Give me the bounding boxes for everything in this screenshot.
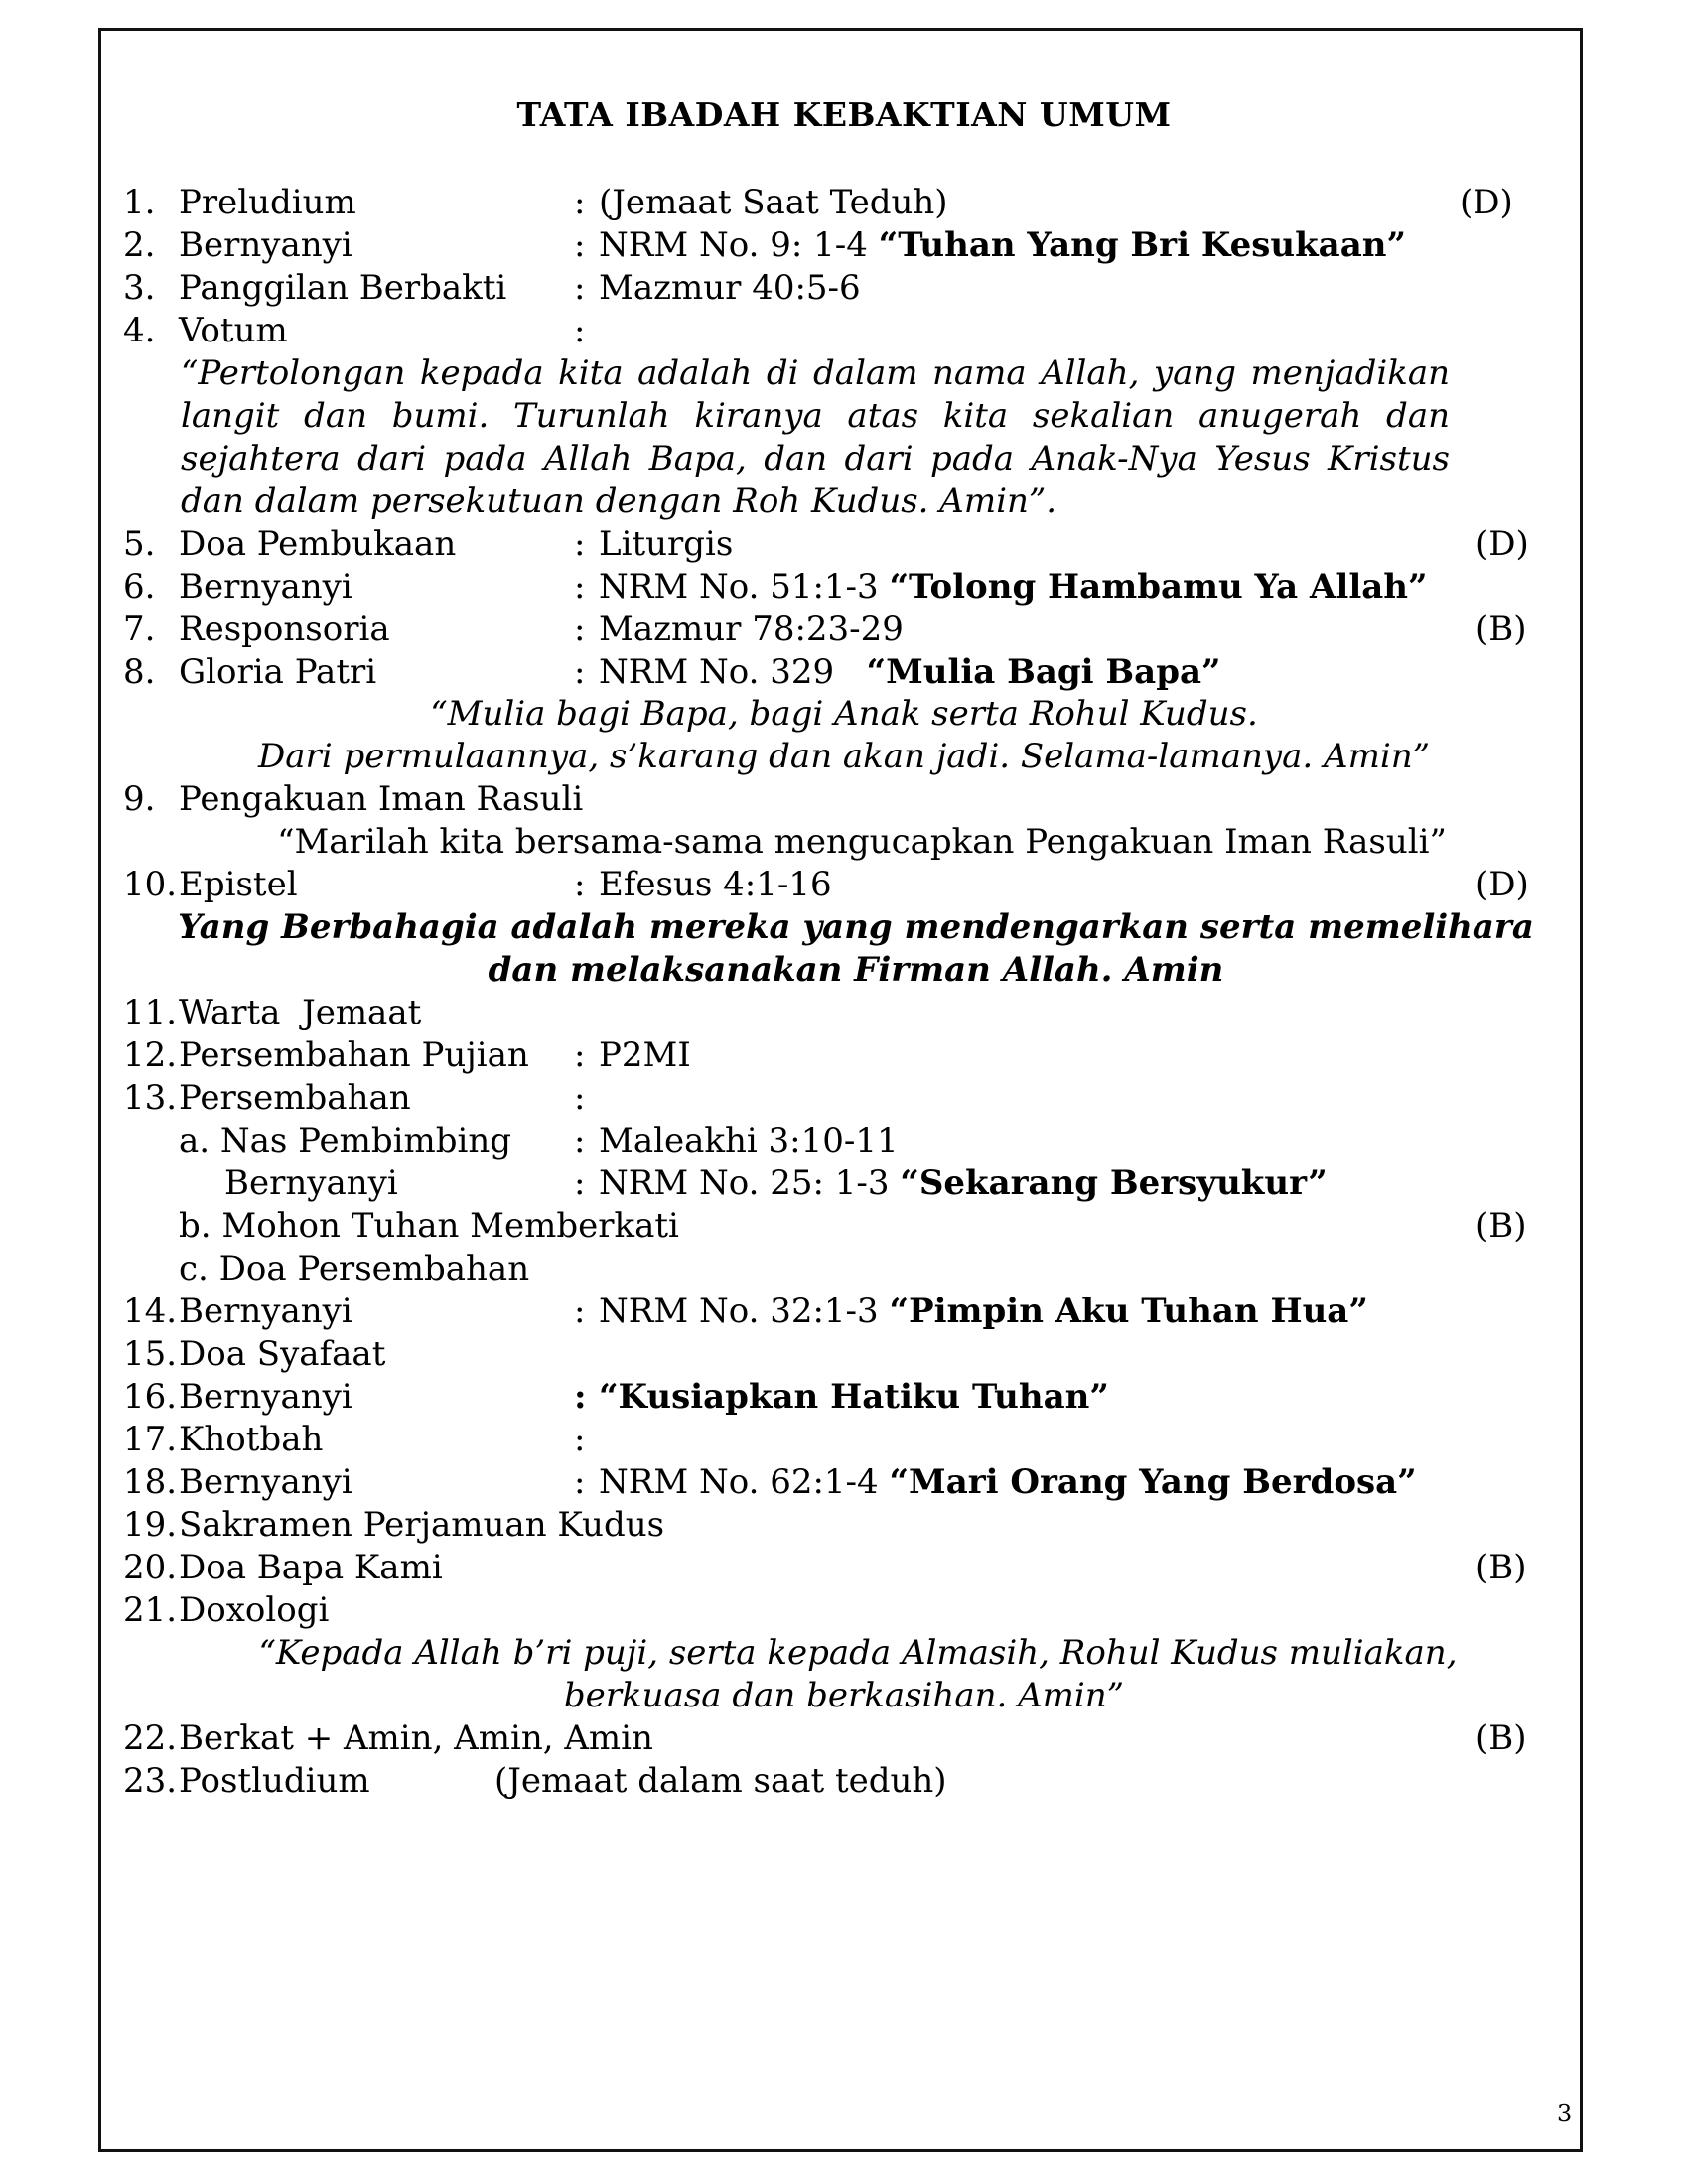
- item-colon: :: [574, 610, 586, 649]
- song-title: “Sekarang Bersyukur”: [900, 1163, 1328, 1203]
- song-title: “Mulia Bagi Bapa”: [866, 652, 1221, 692]
- votum-line: “Pertolongan kepada kita adalah di dalam nama Allah, yang menjadikan: [181, 353, 1450, 393]
- item-label: Persembahan: [179, 1078, 411, 1118]
- item-label: Preludium: [179, 183, 356, 222]
- list-item: [0, 651, 1688, 693]
- votum-text: [181, 352, 1450, 523]
- list-item: [0, 1333, 1688, 1375]
- item-number: 3.: [123, 268, 156, 308]
- item-label: Doxologi: [179, 1590, 330, 1630]
- item-colon: :: [574, 1377, 587, 1417]
- item-value: (Jemaat Saat Teduh): [599, 183, 948, 222]
- item-number: 22.: [123, 1718, 178, 1758]
- item-label: Khotbah: [179, 1420, 324, 1459]
- item-colon: :: [574, 225, 586, 265]
- list-item: [0, 992, 1688, 1033]
- item-value: [599, 224, 1406, 266]
- item-label: Bernyanyi: [179, 225, 352, 265]
- item-number: 17.: [123, 1420, 178, 1459]
- song-title: “Tolong Hambamu Ya Allah”: [889, 567, 1428, 607]
- item-colon: :: [574, 1292, 586, 1331]
- sub-item: [0, 1120, 1688, 1161]
- item-value: [599, 566, 1428, 608]
- list-item: [0, 523, 1688, 565]
- item-colon: :: [574, 1462, 586, 1502]
- sub-item: [0, 1248, 1688, 1290]
- item-colon: :: [574, 183, 586, 222]
- list-item: [0, 864, 1688, 905]
- item-tag: (B): [1476, 610, 1527, 649]
- item-colon: :: [574, 567, 586, 607]
- item-label: Bernyanyi: [179, 1462, 352, 1502]
- list-item: [0, 1291, 1688, 1332]
- epistel-response: Yang Berbahagia adalah mereka yang mendengarkan serta memelihara: [178, 907, 1534, 947]
- item-colon: :: [574, 652, 586, 692]
- item-colon: :: [574, 1121, 586, 1160]
- list-item: [0, 1717, 1688, 1759]
- sub-item-label: a. Nas Pembimbing: [179, 1121, 512, 1160]
- list-item: [0, 182, 1688, 223]
- list-item: [0, 1547, 1688, 1588]
- item-number: 5.: [123, 524, 156, 564]
- item-label: Bernyanyi: [179, 1377, 352, 1417]
- item-value: Mazmur 40:5-6: [599, 268, 861, 308]
- epistel-response: dan melaksanakan Firman Allah. Amin: [488, 950, 1224, 990]
- item-value: Mazmur 78:23-29: [599, 610, 904, 649]
- item-colon: :: [574, 1420, 586, 1459]
- item-number: 12.: [123, 1035, 178, 1075]
- item-number: 13.: [123, 1078, 178, 1118]
- item-value: [599, 1291, 1368, 1332]
- item-number: 21.: [123, 1590, 178, 1630]
- item-colon: :: [574, 268, 586, 308]
- item-number: 16.: [123, 1377, 178, 1417]
- item-value-text: NRM No. 62:1-4: [599, 1462, 890, 1502]
- item-label: Postludium: [179, 1761, 370, 1801]
- gloria-line: Dari permulaannya, s’karang dan akan jadi. Selama-lamanya. Amin”: [258, 737, 1430, 776]
- sub-item-label: Bernyanyi: [224, 1163, 398, 1203]
- list-item: [0, 566, 1688, 608]
- sub-item: [0, 1205, 1688, 1247]
- item-number: 20.: [123, 1548, 178, 1587]
- list-item: [0, 1461, 1688, 1503]
- list-item: [0, 1589, 1688, 1631]
- item-value-text: NRM No. 51:1-3: [599, 567, 890, 607]
- item-label: Sakramen Perjamuan Kudus: [179, 1505, 665, 1545]
- item-value-text: NRM No. 9: 1-4: [599, 225, 879, 265]
- item-number: 9.: [123, 779, 156, 819]
- gloria-line: “Mulia bagi Bapa, bagi Anak serta Rohul Kudus.: [430, 694, 1258, 734]
- song-title: “Tuhan Yang Bri Kesukaan”: [878, 225, 1407, 265]
- item-value: [599, 1162, 1328, 1204]
- pengakuan-text: “Marilah kita bersama-sama mengucapkan Pengakuan Iman Rasuli”: [277, 822, 1447, 862]
- item-number: 15.: [123, 1334, 178, 1374]
- list-item: [0, 1419, 1688, 1460]
- list-item: [0, 224, 1688, 266]
- item-label: Doa Syafaat: [179, 1334, 386, 1374]
- list-item: [0, 267, 1688, 309]
- item-value: [599, 1461, 1417, 1503]
- item-number: 23.: [123, 1761, 178, 1801]
- sub-item-label: c. Doa Persembahan: [179, 1249, 530, 1289]
- item-number: 18.: [123, 1462, 178, 1502]
- song-title: “Mari Orang Yang Berdosa”: [889, 1462, 1417, 1502]
- item-label: Responsoria: [179, 610, 390, 649]
- item-value-text: NRM No. 25: 1-3: [599, 1163, 901, 1203]
- item-number: 1.: [123, 183, 156, 222]
- item-label: Gloria Patri: [179, 652, 377, 692]
- item-tag: (B): [1476, 1548, 1527, 1587]
- item-number: 8.: [123, 652, 156, 692]
- votum-line: dan dalam persekutuan dengan Roh Kudus. Amin”.: [181, 481, 1057, 521]
- item-label: Doa Pembukaan: [179, 524, 457, 564]
- item-colon: :: [574, 1163, 586, 1203]
- item-value-text: NRM No. 32:1-3: [599, 1292, 890, 1331]
- item-number: 6.: [123, 567, 156, 607]
- item-label: Bernyanyi: [179, 1292, 352, 1331]
- item-tag: (B): [1476, 1206, 1527, 1246]
- sub-item-label: b. Mohon Tuhan Memberkati: [179, 1206, 679, 1246]
- list-item: [0, 778, 1688, 820]
- list-item: [0, 609, 1688, 650]
- item-label: Berkat + Amin, Amin, Amin: [179, 1718, 653, 1758]
- doxologi-line: “Kepada Allah b’ri puji, serta kepada Almasih, Rohul Kudus muliakan,: [258, 1633, 1458, 1673]
- item-tag: (D): [1476, 865, 1529, 904]
- song-title: “Pimpin Aku Tuhan Hua”: [889, 1292, 1368, 1331]
- list-item: [0, 1034, 1688, 1076]
- item-value: [599, 651, 1221, 693]
- item-label: Doa Bapa Kami: [179, 1548, 443, 1587]
- song-title: “Kusiapkan Hatiku Tuhan”: [599, 1377, 1109, 1417]
- item-label: Pengakuan Iman Rasuli: [179, 779, 584, 819]
- item-number: 7.: [123, 610, 156, 649]
- item-label: Persembahan Pujian: [179, 1035, 529, 1075]
- list-item: [0, 1077, 1688, 1119]
- doxologi-line: berkuasa dan berkasihan. Amin”: [563, 1676, 1125, 1715]
- item-number: 14.: [123, 1292, 178, 1331]
- item-value: (Jemaat dalam saat teduh): [494, 1761, 947, 1801]
- item-number: 2.: [123, 225, 156, 265]
- page-title: TATA IBADAH KEBAKTIAN UMUM: [516, 95, 1172, 134]
- item-number: 10.: [123, 865, 178, 904]
- item-number: 19.: [123, 1505, 178, 1545]
- list-item: [0, 1376, 1688, 1418]
- item-value: Maleakhi 3:10-11: [599, 1121, 899, 1160]
- item-label: Panggilan Berbakti: [179, 268, 507, 308]
- item-tag: (D): [1460, 183, 1513, 222]
- item-label: Votum: [179, 311, 288, 350]
- item-colon: :: [574, 1078, 586, 1118]
- item-colon: :: [574, 865, 586, 904]
- item-label: Epistel: [179, 865, 298, 904]
- item-value: P2MI: [599, 1035, 691, 1075]
- list-item: [0, 1760, 1688, 1802]
- votum-line: sejahtera dari pada Allah Bapa, dan dari pada Anak-Nya Yesus Kristus: [181, 439, 1450, 478]
- item-value: Efesus 4:1-16: [599, 865, 832, 904]
- list-item: [0, 310, 1688, 351]
- item-value: Liturgis: [599, 524, 734, 564]
- item-colon: :: [574, 524, 586, 564]
- item-colon: :: [574, 311, 586, 350]
- sub-item: [0, 1162, 1688, 1204]
- votum-line: langit dan bumi. Turunlah kiranya atas kita sekalian anugerah dan: [181, 396, 1450, 436]
- item-tag: (D): [1476, 524, 1529, 564]
- item-label: Warta Jemaat: [179, 993, 422, 1032]
- item-label: Bernyanyi: [179, 567, 352, 607]
- item-colon: :: [574, 1035, 586, 1075]
- item-number: 11.: [123, 993, 178, 1032]
- item-number: 4.: [123, 311, 156, 350]
- page-number: 3: [1557, 2100, 1573, 2127]
- item-value-text: NRM No. 329: [599, 652, 867, 692]
- item-tag: (B): [1476, 1718, 1527, 1758]
- list-item: [0, 1504, 1688, 1546]
